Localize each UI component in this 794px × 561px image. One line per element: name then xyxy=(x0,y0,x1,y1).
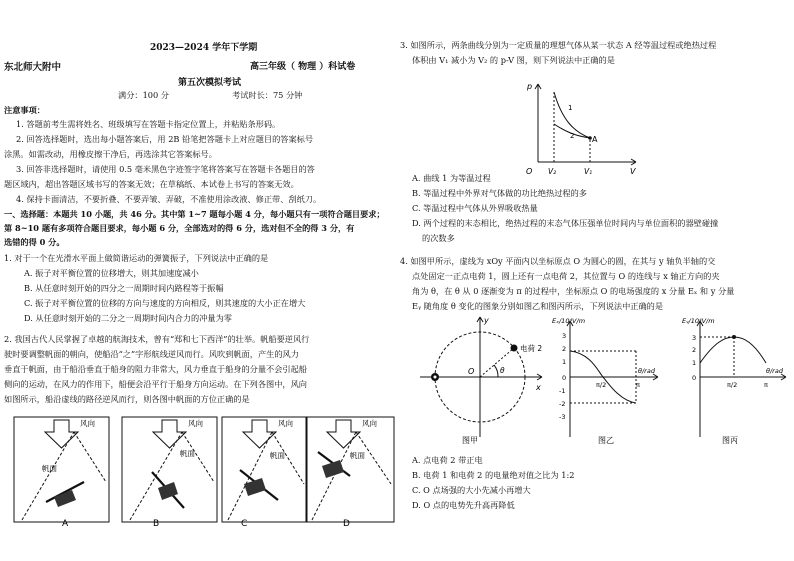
wind-label: 风向 xyxy=(362,419,377,428)
note-line: 题区域内，超出答题区域书写的答案无效；在草稿纸、本试卷上书写的答案无效。 xyxy=(4,179,299,189)
section-heading: 一、选择题：本题共 10 小题，共 46 分。其中第 1~7 题每小题 4 分，每小题只有一项符合题目要求； xyxy=(4,209,385,219)
q3-option-a: A. 曲线 1 为等温过程 xyxy=(412,173,491,183)
svg-text:3: 3 xyxy=(692,334,697,342)
section-heading: 选错的得 0 分。 xyxy=(4,237,65,247)
q1-option-d: D. 从任意时刻开始的二分之一周期时间内合力的冲量为零 xyxy=(24,313,232,323)
svg-text:-1: -1 xyxy=(559,387,566,395)
q2-line: 如图所示，船沿虚线的路径逆风而行，则各图中帆面的方位正确的是 xyxy=(4,394,250,404)
q1-option-c: C. 振子对平衡位置的位移的方向与速度的方向相反，则其速度的大小正在增大 xyxy=(24,298,306,308)
svg-text:3: 3 xyxy=(562,332,567,340)
sail-label: 帆面 xyxy=(42,464,57,473)
svg-text:0: 0 xyxy=(692,374,697,382)
sail-label: 帆面 xyxy=(350,451,365,460)
q1-option-a: A. 振子对平衡位置的位移增大，则其加速度减小 xyxy=(24,268,199,278)
axis-x: x xyxy=(536,383,541,392)
q2-figure-d xyxy=(306,417,394,522)
q3-option-d: D. 两个过程的末态相比，绝热过程的末态气体压强单位时间内与单位面积的器壁碰撞 xyxy=(412,218,719,228)
section-heading: 第 8~10 题有多项符合题目要求，每小题 6 分，全部选对的得 6 分，选对但不全的得 3 分，有 xyxy=(4,223,355,233)
axis-y: y xyxy=(484,316,489,325)
q4-line: 角为 θ，在 θ 从 0 逐渐变为 π 的过程中，坐标原点 O 的电场强度的 x 分量 Eₓ 和 y 分量 xyxy=(412,286,735,296)
q4-option-c: C. O 点场强的大小先减小再增大 xyxy=(412,485,531,495)
pi-label: π xyxy=(636,381,640,389)
pi-half-label: π/2 xyxy=(727,381,738,389)
origin-o: O xyxy=(468,367,475,376)
caption-yi: 图乙 xyxy=(598,436,614,445)
q2-figure-a xyxy=(14,417,109,522)
theta-axis-label: θ/rad xyxy=(766,367,783,375)
note-line: 2. 回答选择题时，选出每小题答案后，用 2B 铅笔把答题卡上对应题目的答案标号 xyxy=(16,134,314,144)
q3-line: 体积由 V₁ 减小为 V₂ 的 p-V 图，则下列说法中正确的是 xyxy=(412,55,615,65)
curve-2-label: 2 xyxy=(570,132,575,140)
note-line: 1. 答题前考生需将姓名、班级填写在答题卡指定位置上，并粘贴条形码。 xyxy=(16,119,281,129)
sail-label: 帆面 xyxy=(180,449,195,458)
svg-text:1: 1 xyxy=(562,358,567,366)
q4-line: 4. 如图甲所示，虚线为 xOy 平面内以坐标原点 O 为圆心的圆，在其与 y 轴负半轴的交 xyxy=(400,256,716,266)
q3-option-d-cont: 的次数多 xyxy=(422,233,455,243)
origin-o: O xyxy=(526,167,533,176)
pi-half-label: π/2 xyxy=(596,381,607,389)
svg-text:2: 2 xyxy=(562,345,567,353)
q2-figures xyxy=(0,412,400,542)
axis-v: V xyxy=(630,167,636,176)
boat-icon xyxy=(322,460,344,478)
axis-p: p xyxy=(527,82,533,91)
svg-text:1: 1 xyxy=(692,359,697,367)
state-a-label: A xyxy=(592,135,598,144)
wind-label: 风向 xyxy=(80,419,95,428)
figure-label-a: A xyxy=(62,519,69,529)
exam-year: 2023—2024 学年下学期 xyxy=(150,43,258,53)
q2-line: 2. 我国古代人民掌握了卓越的航海技术，曾有“郑和七下西洋”的壮举。帆船要逆风行 xyxy=(4,334,310,344)
path-dashed xyxy=(22,432,74,520)
q3-line: 3. 如图所示，两条曲线分别为一定质量的理想气体从某一状态 A 经等温过程或绝热过程 xyxy=(400,40,717,50)
svg-text:-3: -3 xyxy=(559,413,566,421)
q4-figure-jia xyxy=(410,315,545,445)
sail-label: 帆面 xyxy=(270,451,285,460)
q4-figure-bing xyxy=(680,315,790,445)
ex-axis-label: Eₓ/10⁴V/m xyxy=(552,317,586,325)
wind-label: 风向 xyxy=(278,419,293,428)
exam-time: 考试时长：75 分钟 xyxy=(232,90,303,100)
wind-label: 风向 xyxy=(188,419,203,428)
q3-option-c: C. 等温过程中气体从外界吸收热量 xyxy=(412,203,538,213)
theta-axis-label: θ/rad xyxy=(638,367,655,375)
v1-label: V₁ xyxy=(584,167,593,176)
exam-name: 第五次模拟考试 xyxy=(178,78,242,88)
svg-text:0: 0 xyxy=(562,374,567,382)
q4-option-a: A. 点电荷 2 带正电 xyxy=(412,455,483,465)
q2-line: 驶时要调整帆面的朝向，使船沿“之”字形航线逆风而行。风吹到帆面，产生的风力 xyxy=(4,349,299,359)
q4-line: 点处固定一正点电荷 1，圆上还有一点电荷 2，其位置与 O 的连线与 x 轴正方向的夹 xyxy=(412,271,720,281)
q1-stem: 1. 对于一个在光滑水平面上做简谐运动的弹簧振子，下列说法中正确的是 xyxy=(4,253,269,263)
theta-label: θ xyxy=(500,366,505,375)
q1-option-b: B. 从任意时刻开始的四分之一周期时间内路程等于振幅 xyxy=(24,283,224,293)
figure-label-c: C xyxy=(241,519,248,529)
pi-label: π xyxy=(764,381,768,389)
note-line: 涂黑。如需改动，用橡皮擦干净后，再选涂其它答案标号。 xyxy=(4,149,217,159)
svg-text:-2: -2 xyxy=(559,400,566,408)
figure-label-b: B xyxy=(153,519,160,529)
q4-line: Eᵧ 随角度 θ 变化的图象分别如图乙和图丙所示，下列说法中正确的是 xyxy=(412,301,664,311)
grade-subject: 高三年级（ 物理 ）科试卷 xyxy=(250,62,356,72)
ey-axis-label: Eᵧ/10⁴V/m xyxy=(682,317,715,325)
ey-curve xyxy=(700,337,766,363)
q2-figure-b xyxy=(122,417,217,522)
q2-line: 垂直于帆面，由于船沿垂直于船身的阻力非常大，风力垂直于船身的分量不会引起船 xyxy=(4,364,307,374)
q2-figure-c xyxy=(222,417,307,522)
q3-pv-graph xyxy=(518,80,658,180)
note-line: 3. 回答非选择题时，请使用 0.5 毫米黑色字迹签字笔将答案写在答题卡各题目的答 xyxy=(16,164,315,174)
q3-option-b: B. 等温过程中外界对气体做的功比绝热过程的多 xyxy=(412,188,587,198)
q4-figure-yi xyxy=(550,315,665,445)
figure-label-d: D xyxy=(343,519,350,529)
caption-bing: 图丙 xyxy=(722,436,738,445)
notes-title: 注意事项： xyxy=(4,105,45,115)
v2-label: V₂ xyxy=(548,167,557,176)
boat-icon xyxy=(244,478,266,496)
charge-2-label: 电荷 2 xyxy=(520,344,543,353)
svg-text:2: 2 xyxy=(692,346,697,354)
note-line: 4. 保持卡面清洁，不要折叠、不要弄皱、弄破，不准使用涂改液、修正带、刮纸刀。 xyxy=(16,194,322,204)
q4-option-b: B. 电荷 1 和电荷 2 的电量绝对值之比为 1:2 xyxy=(412,470,575,480)
caption-jia: 图甲 xyxy=(462,436,478,445)
q4-option-d: D. O 点的电势先升高再降低 xyxy=(412,500,515,510)
q2-line: 侧向的运动，在风力的作用下，船便会沿平行于船身方向运动。在下列各图中，风向 xyxy=(4,379,307,389)
school-name: 东北师大附中 xyxy=(4,62,62,73)
full-score: 满分：100 分 xyxy=(118,90,169,100)
curve-1-label: 1 xyxy=(568,104,573,112)
